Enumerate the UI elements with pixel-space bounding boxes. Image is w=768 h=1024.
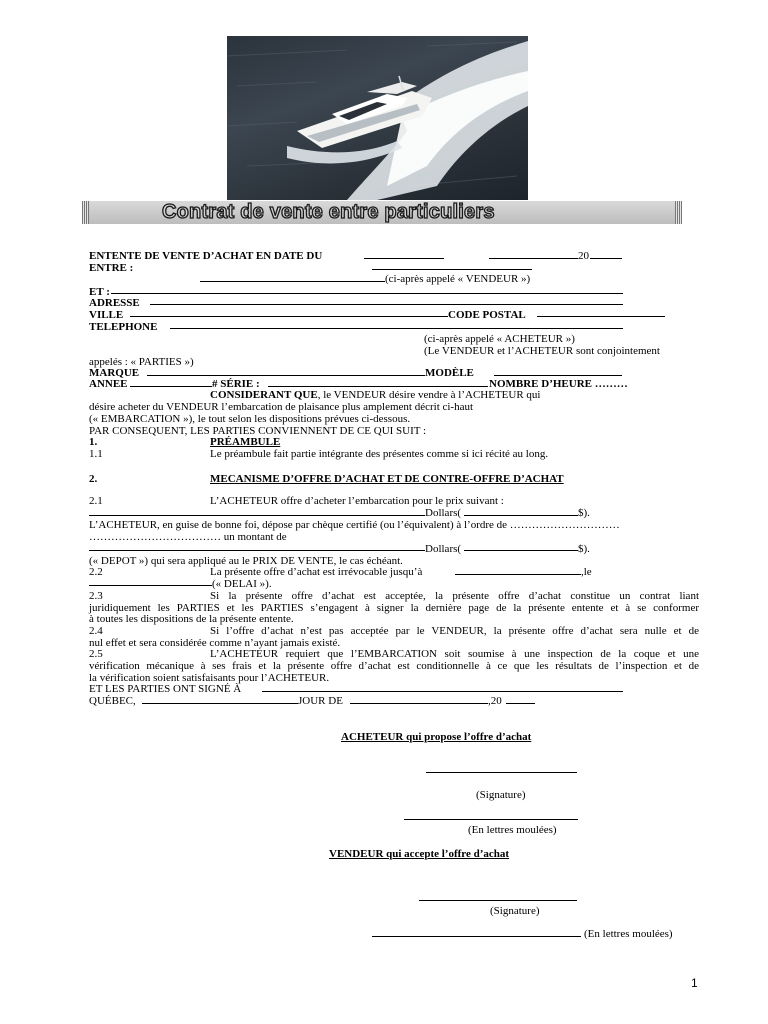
delai-time-blank[interactable]: [89, 585, 212, 586]
clause-2-2-le: ,le: [581, 566, 592, 578]
quebec-label: QUÉBEC,: [89, 695, 136, 707]
section2-number: 2.: [89, 473, 98, 485]
clause-2-4-line2: nul effet et sera considérée comme n’ayant jamais existé.: [89, 637, 341, 649]
year-blank[interactable]: [590, 258, 622, 259]
price-amount-blank[interactable]: [464, 515, 578, 516]
depot-words-blank[interactable]: [89, 550, 425, 551]
considerant-line2: désire acheter du VENDEUR l’embarcation de plaisance plus amplement décrit ci-haut: [89, 401, 474, 413]
et-label: ET :: [89, 286, 110, 298]
section2-title: MECANISME D’OFFRE D’ACHAT ET DE CONTRE-OFFRE D’ACHAT: [210, 473, 564, 485]
adresse-blank[interactable]: [150, 304, 623, 305]
clause-2-5-line3: la vérification soient satisfaisants pour l’ACHETEUR.: [89, 672, 330, 684]
vendeur-lettres-label: (En lettres moulées): [584, 928, 673, 940]
date-blank[interactable]: [364, 258, 444, 259]
clause-2-5-line2: vérification mécanique à ses frais et la présente offre d’achat est conditionnelle à ce que les résultats de l’inspection et de: [89, 660, 699, 672]
delai-date-blank[interactable]: [455, 574, 581, 575]
section1-number: 1.: [89, 436, 98, 448]
entre-blank[interactable]: [372, 269, 532, 270]
vendeur-signature-line[interactable]: [419, 900, 577, 901]
code-postal-label: CODE POSTAL: [448, 309, 526, 321]
signing-year: ,20: [488, 695, 502, 707]
parties-note: appelés : « PARTIES »): [89, 356, 194, 368]
clause-2-3-line3: à toutes les dispositions de la présente entente.: [89, 613, 294, 625]
dollars-end-1: $).: [578, 507, 590, 519]
year-prefix: 20: [578, 250, 589, 262]
vendeur-signature-label: (Signature): [490, 905, 540, 917]
marque-label: MARQUE: [89, 367, 140, 379]
signed-at-label: ET LES PARTIES ONT SIGNÉ À: [89, 683, 242, 695]
serie-label: # SÉRIE :: [212, 378, 260, 390]
boat-photo: [227, 36, 528, 200]
clause-2-2-number: 2.2: [89, 566, 103, 578]
dollars-label-1: Dollars(: [425, 507, 462, 519]
vendeur-name-line[interactable]: [372, 936, 581, 937]
entre-label: ENTRE :: [89, 262, 134, 274]
acheteur-note: (ci-après appelé « ACHETEUR »): [424, 333, 575, 345]
annee-label: ANNEE: [89, 378, 128, 390]
serie-blank[interactable]: [268, 386, 488, 387]
acheteur-name-line[interactable]: [404, 819, 578, 820]
clause-2-3-line1: Si la présente offre d’achat est acceptée, la présente offre d’achat constitue un contrat liant: [210, 590, 699, 602]
day-blank[interactable]: [142, 703, 298, 704]
considerant-line1: [210, 390, 541, 401]
telephone-label: TELEPHONE: [89, 321, 158, 333]
clause-2-1-text: L’ACHETEUR offre d’acheter l’embarcation pour le prix suivant :: [210, 495, 504, 507]
document-title: Contrat de vente entre particuliers: [162, 201, 495, 223]
signing-year-blank[interactable]: [506, 703, 535, 704]
clause-2-3-line2: juridiquement les PARTIES et les PARTIES s’engagent à signer la dernière page de la présente entente et à se conformer: [89, 602, 699, 614]
dollars-end-2: $).: [578, 543, 590, 555]
clause-2-5-number: 2.5: [89, 648, 103, 660]
acheteur-lettres-label: (En lettres moulées): [468, 824, 557, 836]
montant-line: ……………………………… un montant de: [89, 531, 287, 543]
jour-de-label: JOUR DE: [298, 695, 343, 707]
conjointement-note: (Le VENDEUR et l’ACHETEUR sont conjointement: [424, 345, 660, 357]
considerant-bold: CONSIDERANT QUE: [210, 389, 318, 401]
clause-2-5-line1: L’ACHETEUR requiert que l’EMBARCATION soit soumise à une inspection de la coque et une: [210, 648, 699, 660]
banner-edge-right: [675, 201, 682, 224]
ville-blank[interactable]: [130, 316, 448, 317]
date-blank-2[interactable]: [489, 258, 578, 259]
depot-note: (« DEPOT ») qui sera appliqué au le PRIX DE VENTE, le cas échéant.: [89, 555, 403, 567]
considerant-rest: , le VENDEUR désire vendre à l’ACHETEUR qui: [317, 389, 541, 401]
acheteur-signature-label: (Signature): [476, 789, 526, 801]
considerant-line3: (« EMBARCATION »), le tout selon les dispositions prévues ci-dessous.: [89, 413, 411, 425]
clause-2-4-line1: Si l’offre d’achat n’est pas acceptée par le VENDEUR, la présente offre d’achat sera nulle et de: [210, 625, 699, 637]
entente-label: ENTENTE DE VENTE D’ACHAT EN DATE DU: [89, 250, 323, 262]
clause-1-1-number: 1.1: [89, 448, 103, 460]
ville-label: VILLE: [89, 309, 124, 321]
signed-at-blank[interactable]: [262, 691, 623, 692]
depot-amount-blank[interactable]: [464, 550, 578, 551]
depot-line: L’ACHETEUR, en guise de bonne foi, dépose par chèque certifié (ou l’équivalent) à l’ordre de …………………………: [89, 519, 620, 531]
clause-2-3-number: 2.3: [89, 590, 103, 602]
telephone-blank[interactable]: [170, 328, 623, 329]
acheteur-signature-line[interactable]: [426, 772, 577, 773]
delai-note: (« DELAI »).: [212, 578, 272, 590]
modele-label: MODÈLE: [425, 367, 474, 379]
vendeur-name-blank[interactable]: [200, 281, 385, 282]
page-number: 1: [691, 976, 698, 990]
adresse-label: ADRESSE: [89, 297, 140, 309]
considerant-line4: PAR CONSEQUENT, LES PARTIES CONVIENNENT DE CE QUI SUIT :: [89, 425, 427, 437]
title-banner: [82, 201, 682, 224]
clause-2-2-text: La présente offre d’achat est irrévocable jusqu’à: [210, 566, 423, 578]
clause-2-4-number: 2.4: [89, 625, 103, 637]
banner-edge-left: [82, 201, 89, 224]
modele-blank[interactable]: [494, 375, 622, 376]
vendeur-block-title: VENDEUR qui accepte l’offre d’achat: [329, 848, 510, 860]
acheteur-block-title: ACHETEUR qui propose l’offre d’achat: [341, 731, 532, 743]
annee-blank[interactable]: [130, 386, 212, 387]
vendeur-note: (ci-après appelé « VENDEUR »): [385, 273, 531, 285]
clause-2-1-number: 2.1: [89, 495, 103, 507]
clause-1-1-text: Le préambule fait partie intégrante des présentes comme si ici récité au long.: [210, 448, 549, 460]
price-words-blank[interactable]: [89, 515, 425, 516]
marque-blank[interactable]: [147, 375, 425, 376]
month-blank[interactable]: [350, 703, 488, 704]
section1-title: PRÉAMBULE: [210, 436, 281, 448]
et-blank[interactable]: [111, 293, 623, 294]
dollars-label-2: Dollars(: [425, 543, 462, 555]
code-postal-blank[interactable]: [537, 316, 665, 317]
heures-label: NOMBRE D’HEURE ………: [489, 378, 628, 390]
